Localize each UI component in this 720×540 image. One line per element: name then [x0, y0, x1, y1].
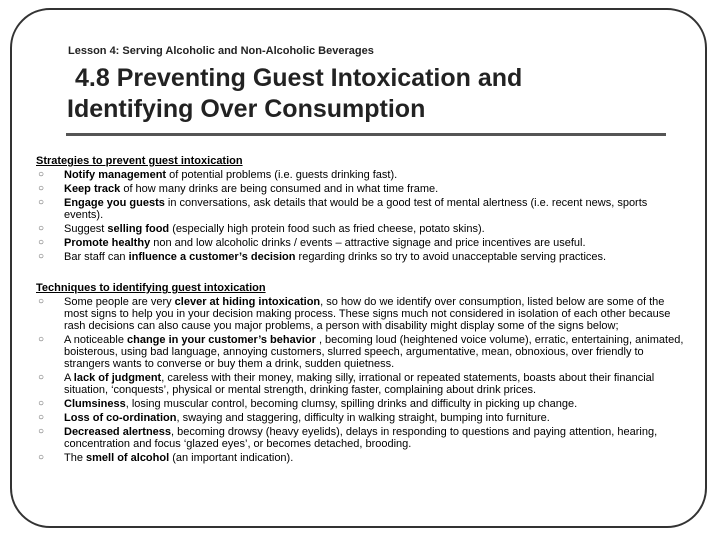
- bullet-icon: ○: [38, 334, 45, 345]
- bullet-icon: ○: [38, 426, 45, 437]
- item-text: (especially high protein food such as fried cheese, potato skins).: [169, 223, 485, 235]
- item-text: , losing muscular control, becoming clumsy, spilling drinks and difficulty in picking up change.: [125, 398, 578, 410]
- item-text: A noticeable: [64, 334, 127, 346]
- item-text: , becoming drowsy (heavy eyelids), delays in responding to questions and paying attention, hearing, concentration and focus ‘glazed eyes’, or becomes detached, brooding.: [64, 426, 658, 450]
- item-text: , swaying and staggering, difficulty in walking straight, bumping into furniture.: [176, 412, 550, 424]
- item-text: A: [64, 372, 74, 384]
- page-title: [67, 63, 687, 125]
- emphasis-text: Keep track: [64, 183, 121, 195]
- item-text: The: [64, 452, 87, 464]
- list-item: [36, 183, 686, 195]
- section-heading: Strategies to prevent guest intoxication: [36, 155, 243, 167]
- bullet-icon: ○: [38, 223, 45, 234]
- section-heading: Techniques to identifying guest intoxication: [36, 282, 266, 294]
- emphasis-text: Loss of co-ordination: [64, 412, 177, 424]
- item-text: Some people are very: [64, 296, 175, 308]
- item-text: in conversations, ask details that would be a good test of mental alertness (i.e. recent news, sports events).: [64, 197, 648, 221]
- bullet-icon: ○: [38, 169, 45, 180]
- emphasis-text: selling food: [107, 223, 170, 235]
- bullet-icon: ○: [38, 197, 45, 208]
- bullet-icon: ○: [38, 412, 45, 423]
- strategies-section: [36, 151, 686, 265]
- emphasis-text: clever at hiding intoxication: [174, 296, 321, 308]
- item-text: regarding drinks so try to avoid unacceptable serving practices.: [295, 251, 607, 263]
- emphasis-text: change in your customer’s behavior: [127, 334, 316, 346]
- list-item: [36, 237, 686, 249]
- item-text: of how many drinks are being consumed and in what time frame.: [120, 183, 439, 195]
- list-item: [36, 334, 686, 370]
- item-text: , so how do we identify over consumption, listed below are some of the most signs to help you in your decision making process. These signs much not considered in isolation of each other because rash decisions can also cause you major problems, a person with disability might display some of the signs below;: [64, 296, 671, 332]
- bullet-icon: ○: [38, 251, 45, 262]
- item-text: Bar staff can: [64, 251, 129, 263]
- emphasis-text: Notify management: [64, 169, 167, 181]
- list-item: [36, 169, 686, 181]
- techniques-section: [36, 278, 686, 466]
- item-text: non and low alcoholic drinks / events – attractive signage and price incentives are useful.: [150, 237, 586, 249]
- emphasis-text: Decreased alertness: [64, 426, 172, 438]
- emphasis-text: Clumsiness: [64, 398, 126, 410]
- bullet-icon: ○: [38, 398, 45, 409]
- list-item: [36, 296, 686, 332]
- title-line-1: 4.8 Preventing Guest Intoxication and: [75, 64, 523, 92]
- emphasis-text: smell of alcohol: [86, 452, 170, 464]
- list-item: [36, 197, 686, 221]
- item-text: of potential problems (i.e. guests drinking fast).: [166, 169, 398, 181]
- bullet-icon: ○: [38, 296, 45, 307]
- title-line-2: Identifying Over Consumption: [67, 95, 426, 123]
- list-item: [36, 372, 686, 396]
- list-item: [36, 452, 686, 464]
- list-item: [36, 426, 686, 450]
- list-item: [36, 223, 686, 235]
- bullet-list: [36, 296, 686, 464]
- item-text: (an important indication).: [169, 452, 294, 464]
- item-text: Suggest: [64, 223, 108, 235]
- bullet-icon: ○: [38, 452, 45, 463]
- lesson-subtitle: Lesson 4: Serving Alcoholic and Non-Alcoholic Beverages: [68, 45, 374, 57]
- emphasis-text: Promote healthy: [64, 237, 151, 249]
- item-text: , careless with their money, making silly, irrational or repeated statements, boasts about their financial situation, ‘conquests’, physical or mental strength, drinking faster, complaining about drink prices.: [64, 372, 655, 396]
- emphasis-text: influence a customer’s decision: [128, 251, 296, 263]
- bullet-list: [36, 169, 686, 263]
- title-divider: [66, 133, 666, 136]
- item-text: , becoming loud (heightened voice volume), erratic, entertaining, animated, boisterous, using bad language, annoying customers, slurred speech, argumentative, mean, obnoxious, over friendly to strangers wants to converse or buy them a drink, sudden quietness.: [64, 334, 684, 370]
- bullet-icon: ○: [38, 183, 45, 194]
- list-item: [36, 251, 686, 263]
- emphasis-text: lack of judgment: [73, 372, 162, 384]
- list-item: [36, 412, 686, 424]
- bullet-icon: ○: [38, 372, 45, 383]
- bullet-icon: ○: [38, 237, 45, 248]
- list-item: [36, 398, 686, 410]
- emphasis-text: Engage you guests: [64, 197, 165, 209]
